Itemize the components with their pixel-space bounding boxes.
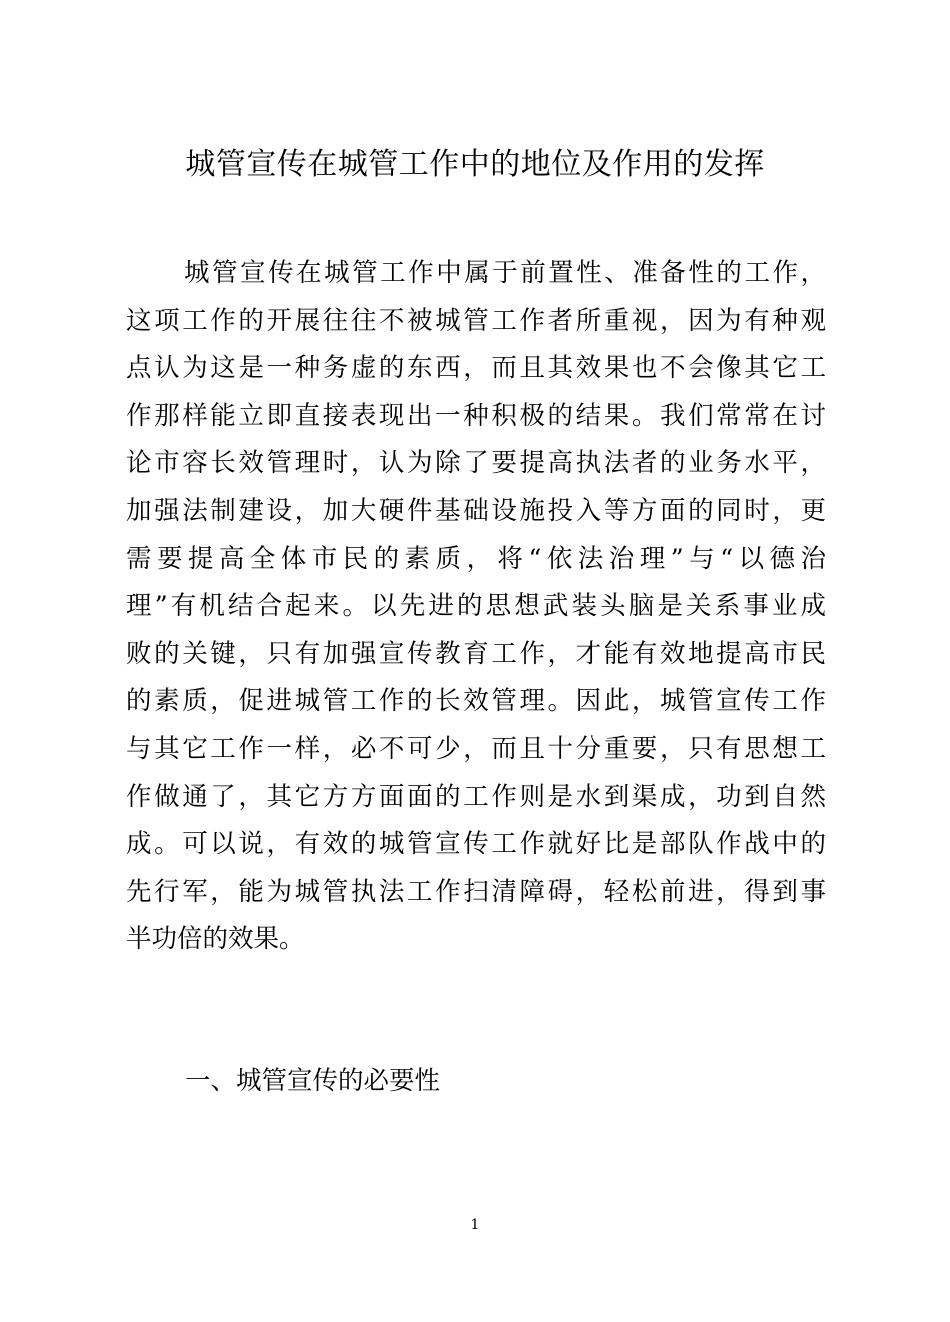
body-paragraph — [126, 250, 826, 964]
paragraph-line: 与其它工作一样，必不可少，而且十分重要，只有思想工 — [126, 733, 826, 764]
section-heading: 一、城管宣传的必要性 — [185, 1066, 441, 1096]
paragraph-line: 作那样能立即直接表现出一种积极的结果。我们常常在讨 — [126, 400, 826, 431]
paragraph-line: 加强法制建设，加大硬件基础设施投入等方面的同时，更 — [126, 495, 826, 526]
paragraph-line: 这项工作的开展往往不被城管工作者所重视，因为有种观 — [126, 305, 826, 336]
paragraph-line: 城管宣传在城管工作中属于前置性、准备性的工作， — [184, 258, 826, 288]
paragraph-line: 理”有机结合起来。以先进的思想武装头脑是关系事业成 — [126, 591, 826, 622]
paragraph-line: 论市容长效管理时，认为除了要提高执法者的业务水平， — [126, 448, 826, 479]
document-title: 城管宣传在城管工作中的地位及作用的发挥 — [185, 147, 765, 182]
paragraph-line: 点认为这是一种务虚的东西，而且其效果也不会像其它工 — [126, 353, 826, 384]
paragraph-line: 败的关键，只有加强宣传教育工作，才能有效地提高市民 — [126, 638, 826, 669]
paragraph-line: 成。可以说，有效的城管宣传工作就好比是部队作战中的 — [126, 829, 826, 860]
paragraph-line: 半功倍的效果。 — [126, 924, 305, 955]
paragraph-line: 需要提高全体市民的素质，将“依法治理”与“以德治 — [126, 543, 826, 574]
page-number: 1 — [470, 1217, 480, 1233]
paragraph-line: 作做通了，其它方方面面的工作则是水到渠成，功到自然 — [126, 781, 826, 812]
paragraph-line: 先行军，能为城管执法工作扫清障碍，轻松前进，得到事 — [126, 876, 826, 907]
paragraph-line: 的素质，促进城管工作的长效管理。因此，城管宣传工作 — [126, 686, 826, 717]
